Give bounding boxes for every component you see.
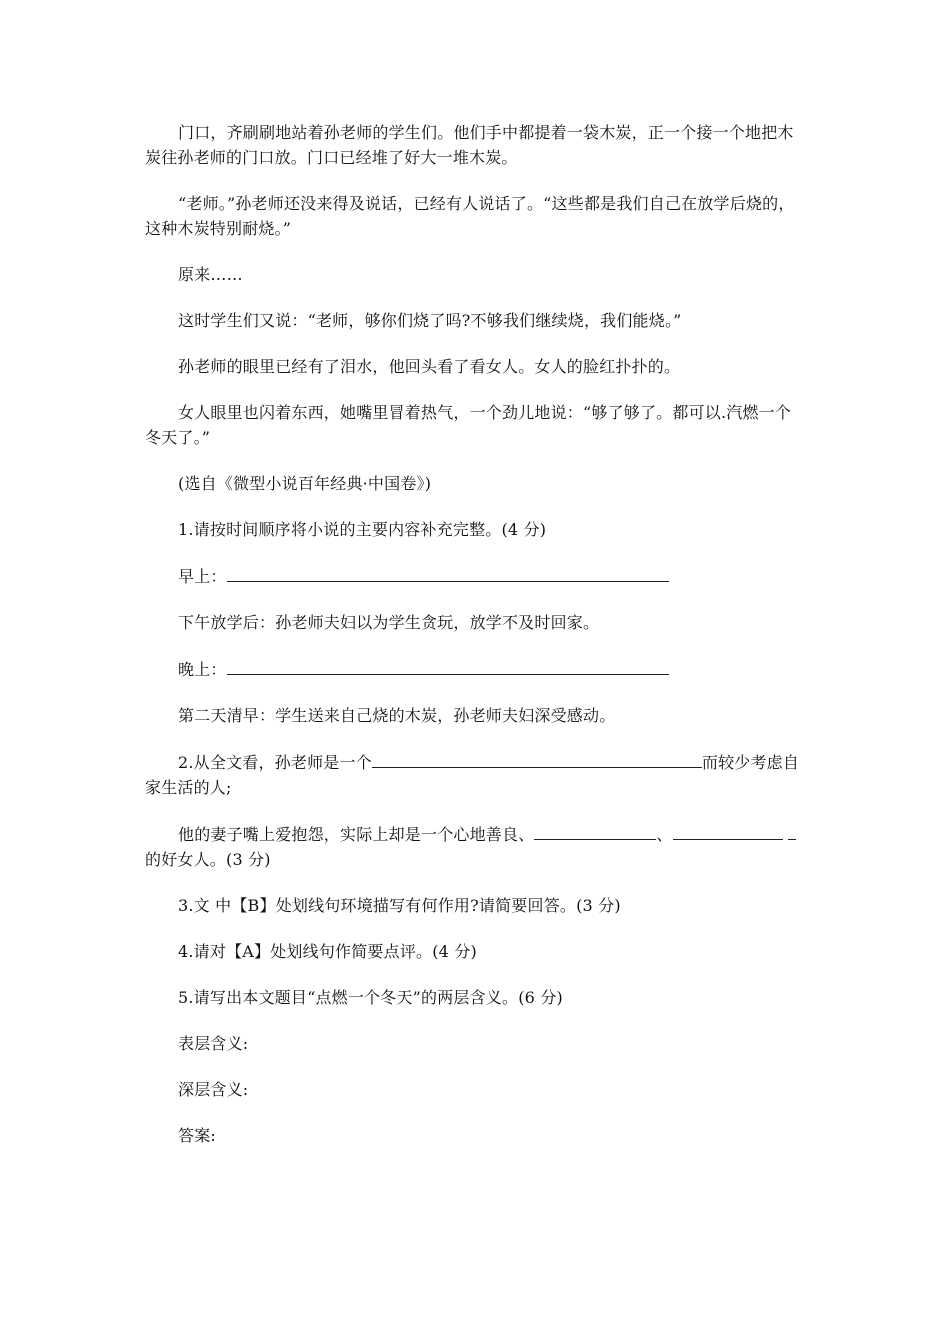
document-page	[145, 120, 807, 1169]
question-1: 1.请按时间顺序将小说的主要内容补充完整。(4 分)	[178, 520, 547, 539]
story-paragraph-3: 原来……	[178, 265, 243, 284]
q2-answer-blank-2[interactable]	[534, 821, 656, 840]
source-citation: (选自《微型小说百年经典·中国卷》)	[178, 474, 432, 493]
question-2-part-1	[145, 749, 807, 800]
question-1-afternoon: 下午放学后：孙老师夫妇以为学生贪玩，放学不及时回家。	[178, 613, 600, 632]
morning-label: 早上：	[178, 567, 227, 586]
question-5: 5.请写出本文题目“点燃一个冬天”的两层含义。(6 分)	[178, 988, 563, 1007]
question-5-deep-meaning: 深层含义:	[178, 1080, 249, 1099]
q2-text-a: 2.从全文看，孙老师是一个	[178, 753, 372, 772]
question-1-evening	[145, 656, 807, 682]
question-3: 3.文 中【B】处划线句环境描写有何作用?请简要回答。(3 分)	[178, 896, 621, 915]
answer-label: 答案:	[178, 1126, 216, 1145]
q2-answer-blank-3[interactable]	[673, 821, 783, 840]
morning-answer-blank[interactable]	[227, 563, 669, 582]
q2-text-c: 他的妻子嘴上爱抱怨，实际上却是一个心地善良、	[178, 825, 535, 844]
q2-separator: 、	[656, 825, 673, 844]
story-paragraph-2: “老师。”孙老师还没来得及说话，已经有人说话了。“这些都是我们自己在放学后烧的，这种木炭特别耐烧。”	[145, 194, 795, 238]
evening-answer-blank[interactable]	[227, 656, 669, 675]
question-5-surface-meaning: 表层含义:	[178, 1034, 249, 1053]
evening-label: 晚上：	[178, 660, 227, 679]
question-4: 4.请对【A】处划线句作简要点评。(4 分)	[178, 942, 477, 961]
story-paragraph-6: 女人眼里也闪着东西，她嘴里冒着热气，一个劲儿地说：“够了够了。都可以.汽燃一个冬天了。”	[145, 403, 792, 447]
q2-answer-blank-1[interactable]	[372, 749, 702, 768]
story-paragraph-1: 门口，齐刷刷地站着孙老师的学生们。他们手中都提着一袋木炭，正一个接一个地把木炭往孙老师的门口放。门口已经堆了好大一堆木炭。	[145, 123, 794, 167]
story-paragraph-4: 这时学生们又说：“老师，够你们烧了吗?不够我们继续烧，我们能烧。”	[178, 311, 682, 330]
q2-answer-blank-3-tail	[788, 821, 796, 840]
q2-text-b: 而较少考虑自家生活的人;	[145, 753, 800, 797]
story-paragraph-5: 孙老师的眼里已经有了泪水，他回头看了看女人。女人的脸红扑扑的。	[178, 357, 681, 376]
question-2-part-2	[145, 821, 807, 872]
question-1-morning	[145, 563, 807, 589]
question-1-next-day: 第二天清早：学生送来自己烧的木炭，孙老师夫妇深受感动。	[178, 706, 616, 725]
q2-text-d: 的好女人。(3 分)	[145, 850, 271, 869]
